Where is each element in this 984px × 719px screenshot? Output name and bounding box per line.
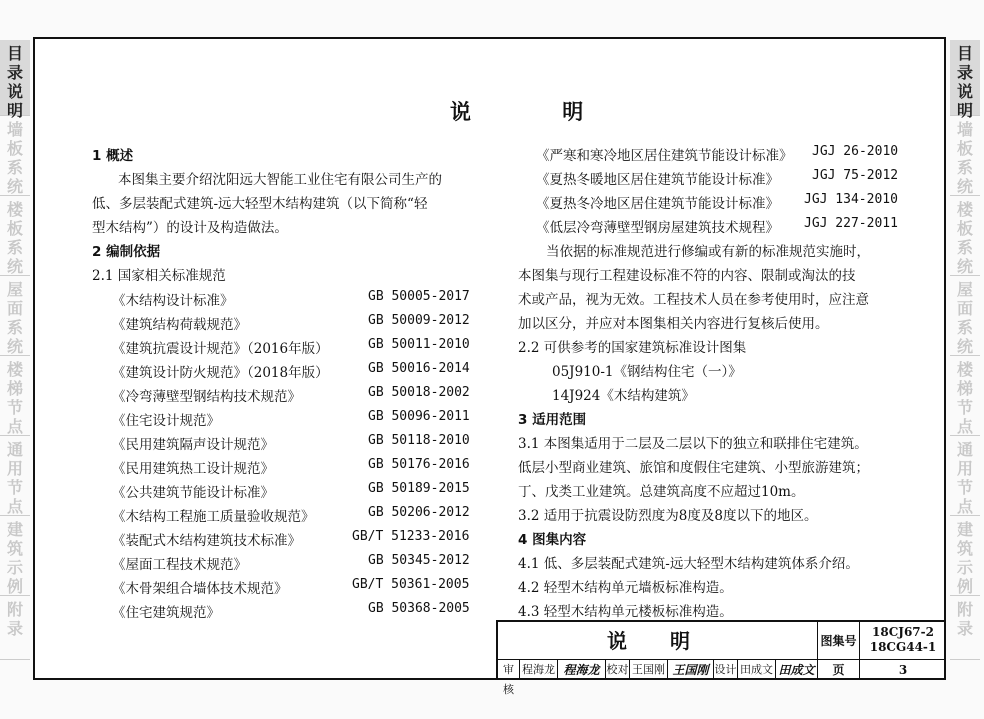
paragraph-line: 3.1 本图集适用于二层及二层以下的独立和联排住宅建筑。 — [518, 436, 868, 452]
standard-code: JGJ 75-2012 — [812, 168, 899, 183]
standard-code: GB 50018-2002 — [368, 385, 470, 400]
review-label: 审核 — [498, 660, 520, 680]
checker-name: 王国刚 — [630, 660, 668, 680]
standard-code: GB 50096-2011 — [368, 409, 470, 424]
standard-name: 《建筑结构荷载规范》 — [112, 317, 247, 333]
tab-building-examples[interactable]: 建筑示例 — [0, 516, 30, 596]
tab-floor-system[interactable]: 楼板系统 — [0, 196, 30, 276]
tab-roof-system[interactable]: 屋面系统 — [0, 276, 30, 356]
standard-name: 《民用建筑热工设计规范》 — [112, 461, 274, 477]
standard-name: 《木结构设计标准》 — [112, 293, 234, 309]
designer-name: 田成文 — [738, 660, 776, 680]
tab-contents-notes[interactable]: 目录说明 — [0, 40, 30, 116]
check-label: 校对 — [606, 660, 630, 680]
standard-name: 《屋面工程技术规范》 — [112, 557, 247, 573]
tab-stair-nodes[interactable]: 楼梯节点 — [950, 356, 980, 436]
tab-wall-system[interactable]: 墙板系统 — [0, 116, 30, 196]
standard-name: 《建筑抗震设计规范》（2016年版） — [112, 341, 329, 357]
design-label: 设计 — [714, 660, 738, 680]
standard-name: 《木骨架组合墙体技术规范》 — [112, 581, 288, 597]
paragraph-line: 4.3 轻型木结构单元楼板标准构造。 — [518, 604, 733, 620]
tab-general-nodes[interactable]: 通用节点 — [950, 436, 980, 516]
standard-code: JGJ 26-2010 — [812, 144, 899, 159]
atlas-reference: 05J910-1《钢结构住宅（一）》 — [552, 364, 742, 380]
title-block — [496, 620, 946, 696]
page-title: 说 明 — [450, 100, 626, 124]
reviewer-signature: 程海龙 — [558, 660, 606, 680]
tab-stair-nodes[interactable]: 楼梯节点 — [0, 356, 30, 436]
standard-name: 《民用建筑隔声设计规范》 — [112, 437, 274, 453]
standard-code: GB 50005-2017 — [368, 289, 470, 304]
side-tabs-right — [950, 40, 980, 660]
page-label: 页 — [818, 660, 860, 680]
paragraph-line: 低、多层装配式建筑-远大轻型木结构建筑（以下简称“轻 — [92, 196, 428, 212]
section-2-2-heading: 2.2 可供参考的国家建筑标准设计图集 — [518, 340, 747, 356]
standard-code: JGJ 227-2011 — [804, 216, 898, 231]
tab-wall-system[interactable]: 墙板系统 — [950, 116, 980, 196]
standard-code: GB 50016-2014 — [368, 361, 470, 376]
standard-name: 《严寒和寒冷地区居住建筑节能设计标准》 — [536, 148, 793, 164]
standard-code: GB 50118-2010 — [368, 433, 470, 448]
paragraph-line: 型木结构”）的设计及构造做法。 — [92, 220, 288, 236]
atlas-reference: 14J924《木结构建筑》 — [552, 388, 695, 404]
standard-code: GB 50176-2016 — [368, 457, 470, 472]
designer-signature: 田成文 — [776, 660, 818, 680]
paragraph-line: 3.2 适用于抗震设防烈度为8度及8度以下的地区。 — [518, 508, 818, 524]
tab-appendix[interactable]: 附录 — [950, 596, 980, 660]
standard-name: 《冷弯薄壁型钢结构技术规范》 — [112, 389, 301, 405]
paragraph-line: 术或产品，视为无效。工程技术人员在参考使用时，应注意 — [518, 292, 869, 308]
standard-code: GB 50011-2010 — [368, 337, 470, 352]
standard-name: 《公共建筑节能设计标准》 — [112, 485, 274, 501]
tab-appendix[interactable]: 附录 — [0, 596, 30, 660]
tab-floor-system[interactable]: 楼板系统 — [950, 196, 980, 276]
tab-building-examples[interactable]: 建筑示例 — [950, 516, 980, 596]
standard-name: 《木结构工程施工质量验收规范》 — [112, 509, 315, 525]
section-4-heading: 4 图集内容 — [518, 532, 587, 548]
standard-code: GB 50206-2012 — [368, 505, 470, 520]
atlas-number-1: 18CJ67-2 — [872, 625, 934, 639]
section-2-1-heading: 2.1 国家相关标准规范 — [92, 268, 226, 284]
tab-general-nodes[interactable]: 通用节点 — [0, 436, 30, 516]
standard-name: 《低层冷弯薄壁型钢房屋建筑技术规程》 — [536, 220, 779, 236]
paragraph-line: 本图集与现行工程建设标准不符的内容、限制或淘汰的技 — [518, 268, 856, 284]
section-1-heading: 1 概述 — [92, 148, 134, 164]
standard-name: 《住宅设计规范》 — [112, 413, 220, 429]
standard-code: JGJ 134-2010 — [804, 192, 898, 207]
standard-code: GB/T 51233-2016 — [352, 529, 470, 544]
title-block-name: 说 明 — [498, 622, 818, 660]
checker-signature: 王国刚 — [668, 660, 714, 680]
standard-name: 《建筑设计防火规范》（2018年版） — [112, 365, 329, 381]
side-tabs-left — [0, 40, 30, 660]
paragraph-line: 加以区分，并应对本图集相关内容进行复核后使用。 — [518, 316, 829, 332]
paragraph-line: 本图集主要介绍沈阳远大智能工业住宅有限公司生产的 — [118, 172, 442, 188]
tab-roof-system[interactable]: 屋面系统 — [950, 276, 980, 356]
standard-name: 《住宅建筑规范》 — [112, 605, 220, 621]
atlas-number-label: 图集号 — [818, 622, 860, 660]
paragraph-line: 4.2 轻型木结构单元墙板标准构造。 — [518, 580, 733, 596]
reviewer-name: 程海龙 — [520, 660, 558, 680]
standard-name: 《夏热冬暖地区居住建筑节能设计标准》 — [536, 172, 779, 188]
atlas-number — [860, 622, 946, 660]
standard-name: 《装配式木结构建筑技术标准》 — [112, 533, 301, 549]
section-3-heading: 3 适用范围 — [518, 412, 587, 428]
standard-name: 《夏热冬冷地区居住建筑节能设计标准》 — [536, 196, 779, 212]
paragraph-line: 丁、戊类工业建筑。总建筑高度不应超过10m。 — [518, 484, 805, 500]
atlas-number-2: 18CG44-1 — [869, 640, 937, 654]
tab-contents-notes[interactable]: 目录说明 — [950, 40, 980, 116]
paragraph-line: 当依据的标准规范进行修编或有新的标准规范实施时， — [546, 244, 870, 260]
standard-code: GB 50345-2012 — [368, 553, 470, 568]
paragraph-line: 低层小型商业建筑、旅馆和度假住宅建筑、小型旅游建筑； — [518, 460, 869, 476]
page-number: 3 — [898, 663, 908, 677]
standard-code: GB 50189-2015 — [368, 481, 470, 496]
paragraph-line: 4.1 低、多层装配式建筑-远大轻型木结构建筑体系介绍。 — [518, 556, 859, 572]
standard-code: GB 50009-2012 — [368, 313, 470, 328]
standard-code: GB/T 50361-2005 — [352, 577, 470, 592]
standard-code: GB 50368-2005 — [368, 601, 470, 616]
section-2-heading: 2 编制依据 — [92, 244, 161, 260]
